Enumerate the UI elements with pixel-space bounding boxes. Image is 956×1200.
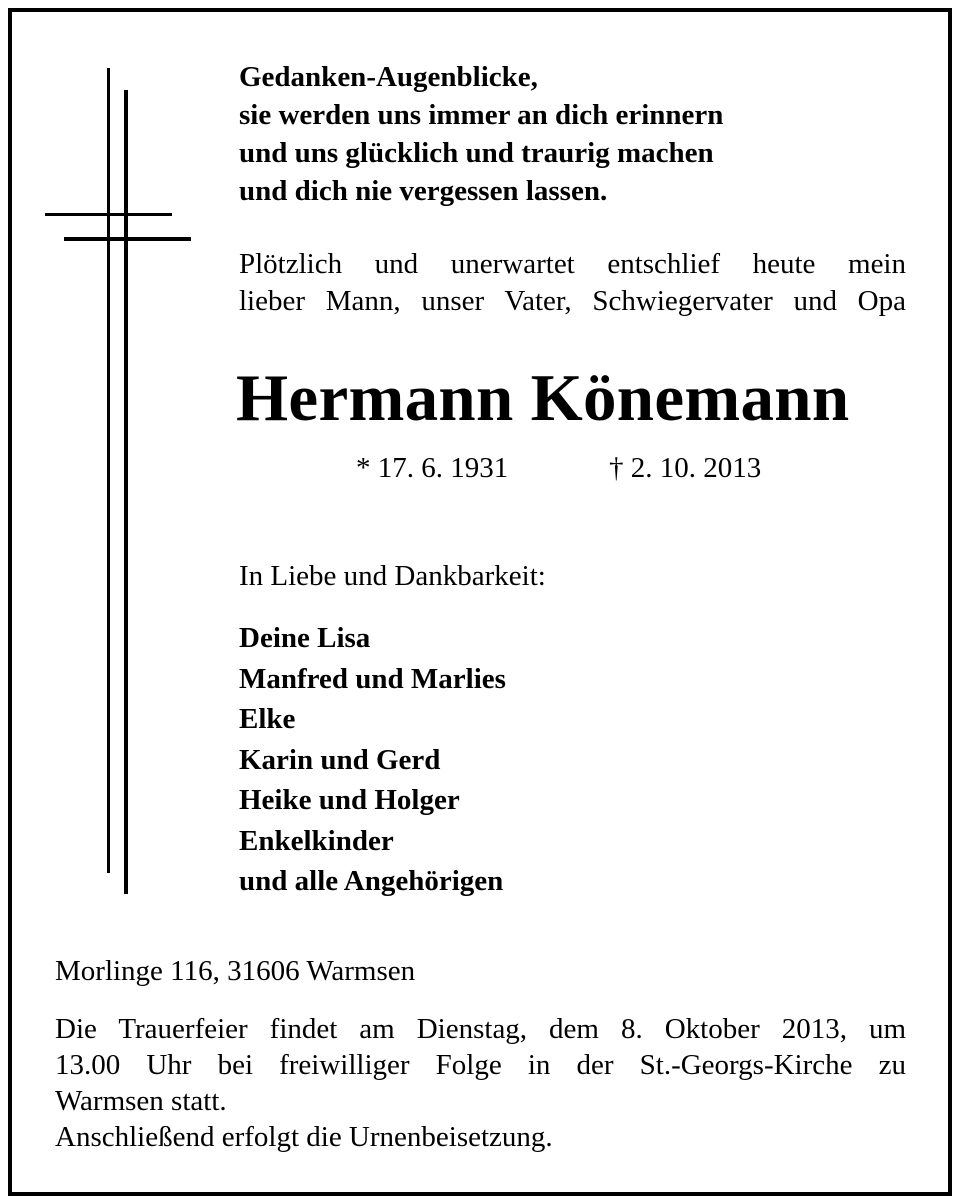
mourner-name: Deine Lisa [239, 622, 371, 654]
mourner-name: Heike und Holger [239, 784, 460, 816]
thanks-line: In Liebe und Dankbarkeit: [239, 560, 546, 592]
poem-line: Gedanken-Augenblicke, [239, 61, 538, 93]
poem-line: sie werden uns immer an dich erinnern [239, 99, 724, 131]
ceremony-info [55, 1011, 906, 1155]
mourner-name: Elke [239, 703, 296, 735]
announcement [239, 246, 906, 320]
address: Morlinge 116, 31606 Warmsen [55, 955, 416, 987]
poem [239, 58, 919, 210]
cross-horizontal-line-top [45, 213, 172, 216]
cross-horizontal-line-bottom [64, 237, 191, 241]
announcement-line: Plötzlich und unerwartet entschlief heute mein [239, 248, 906, 280]
mourners-list [239, 618, 506, 902]
ceremony-line: Die Trauerfeier findet am Dienstag, dem 8. Oktober 2013, um [55, 1013, 906, 1045]
cross-vertical-line-left [107, 68, 110, 873]
poem-line: und uns glücklich und traurig machen [239, 137, 714, 169]
ceremony-line: Warmsen statt. [55, 1085, 227, 1117]
ceremony-line: Anschließend erfolgt die Urnenbeisetzung. [55, 1121, 553, 1153]
deceased-name: Hermann Könemann [236, 361, 850, 435]
mourner-name: Karin und Gerd [239, 743, 441, 776]
poem-line: und dich nie vergessen lassen. [239, 175, 608, 207]
ceremony-line: 13.00 Uhr bei freiwilliger Folge in der St.-Georgs-Kirche zu [55, 1049, 906, 1081]
cross-vertical-line-right [124, 90, 128, 894]
mourner-name: und alle Angehörigen [239, 865, 504, 897]
birth-date: * 17. 6. 1931 [356, 452, 509, 484]
death-date: † 2. 10. 2013 [609, 452, 762, 484]
mourner-name: Manfred und Marlies [239, 662, 506, 695]
mourner-name: Enkelkinder [239, 824, 394, 857]
announcement-line: lieber Mann, unser Vater, Schwiegervater und Opa [239, 285, 906, 317]
